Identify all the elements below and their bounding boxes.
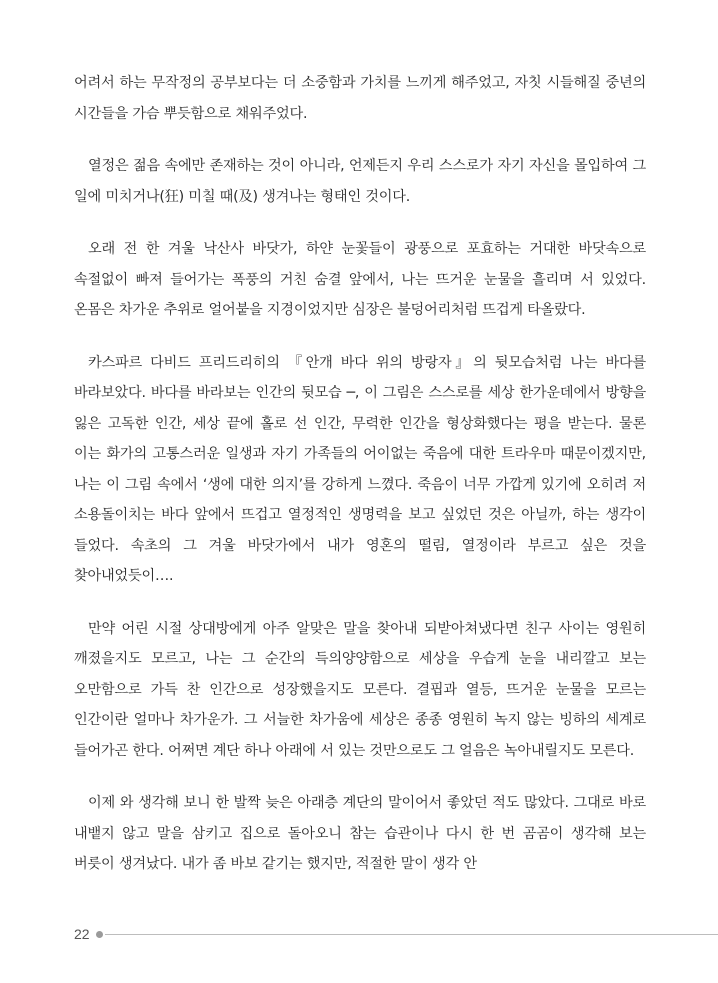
- paragraph-6: 이제 와 생각해 보니 한 발짝 늦은 아래층 계단의 말이어서 좋았던 적도 많았다. 그대로 바로 내뱉지 않고 말을 삼키고 집으로 돌아오니 참는 습관이나 다시 한 번 곰곰이 생각해 보는 버릇이 생겨났다. 내가 좀 바보 같기는 했지만, 적절한 말이 생각 안: [74, 795, 646, 872]
- paragraph-5: 만약 어린 시절 상대방에게 아주 알맞은 말을 찾아내 되받아쳐냈다면 친구 사이는 영원히 깨졌을지도 모르고, 나는 그 순간의 득의양양함으로 세상을 우습게 눈을 내리깔고 보는 오만함으로 가득 찬 인간으로 성장했을지도 모른다. 결핍과 열등, 뜨거운 눈물을 모르는 인간이란 얼마나 차가운가. 그 서늘한 차가움에 세상은 종종 영원히 녹지 않는 빙하의 세계로 들어가곤 한다. 어쩌면 계단 하나 아래에 서 있는 것만으로도 그 얼음은 녹아내릴지도 모른다.: [74, 620, 646, 759]
- paragraph-1: 어려서 하는 무작정의 공부보다는 더 소중함과 가치를 느끼게 해주었고, 자칫 시들해질 중년의 시간들을 가슴 뿌듯함으로 채워주었다.: [74, 75, 646, 122]
- footer-rule: [105, 934, 718, 935]
- page-number: 22: [74, 926, 90, 942]
- paragraph-4: 카스파르 다비드 프리드리히의 『안개 바다 위의 방랑자』의 뒷모습처럼 나는 바다를 바라보았다. 바다를 바라보는 인간의 뒷모습 ─, 이 그림은 스스로를 세상 한가운데에서 방향을 잃은 고독한 인간, 세상 끝에 홀로 선 인간, 무력한 인간을 형상화했다는 평을 받는다. 물론 이는 화가의 고통스러운 일생과 자기 가족들의 어이없는 죽음에 대한 트라우마 때문이겠지만, 나는 이 그림 속에서 ‘생에 대한 의지’를 강하게 느꼈다. 죽음이 너무 가깝게 있기에 오히려 저 소용돌이치는 바다 앞에서 뜨겁고 열정적인 생명력을 보고 싶었던 것은 아닐까, 하는 생각이 들었다. 속초의 그 겨울 바닷가에서 내가 영혼의 떨림, 열정이라 부르고 싶은 것을 찾아내었듯이….: [74, 354, 646, 584]
- page-body: [74, 68, 646, 902]
- paragraph-2: 열정은 젊음 속에만 존재하는 것이 아니라, 언제든지 우리 스스로가 자기 자신을 몰입하여 그 일에 미치거나(狂) 미칠 때(及) 생겨나는 형태인 것이다.: [74, 158, 646, 205]
- paragraph-3: 오래 전 한 겨울 낙산사 바닷가, 하얀 눈꽃들이 광풍으로 포효하는 거대한 바닷속으로 속절없이 빠져 들어가는 폭풍의 거친 숨결 앞에서, 나는 뜨거운 눈물을 흘리며 서 있었다. 온몸은 차가운 추위로 얼어붙을 지경이었지만 심장은 불덩어리처럼 뜨겁게 타올랐다.: [74, 241, 646, 318]
- page-footer: [74, 924, 718, 944]
- footer-dot-icon: [96, 931, 103, 938]
